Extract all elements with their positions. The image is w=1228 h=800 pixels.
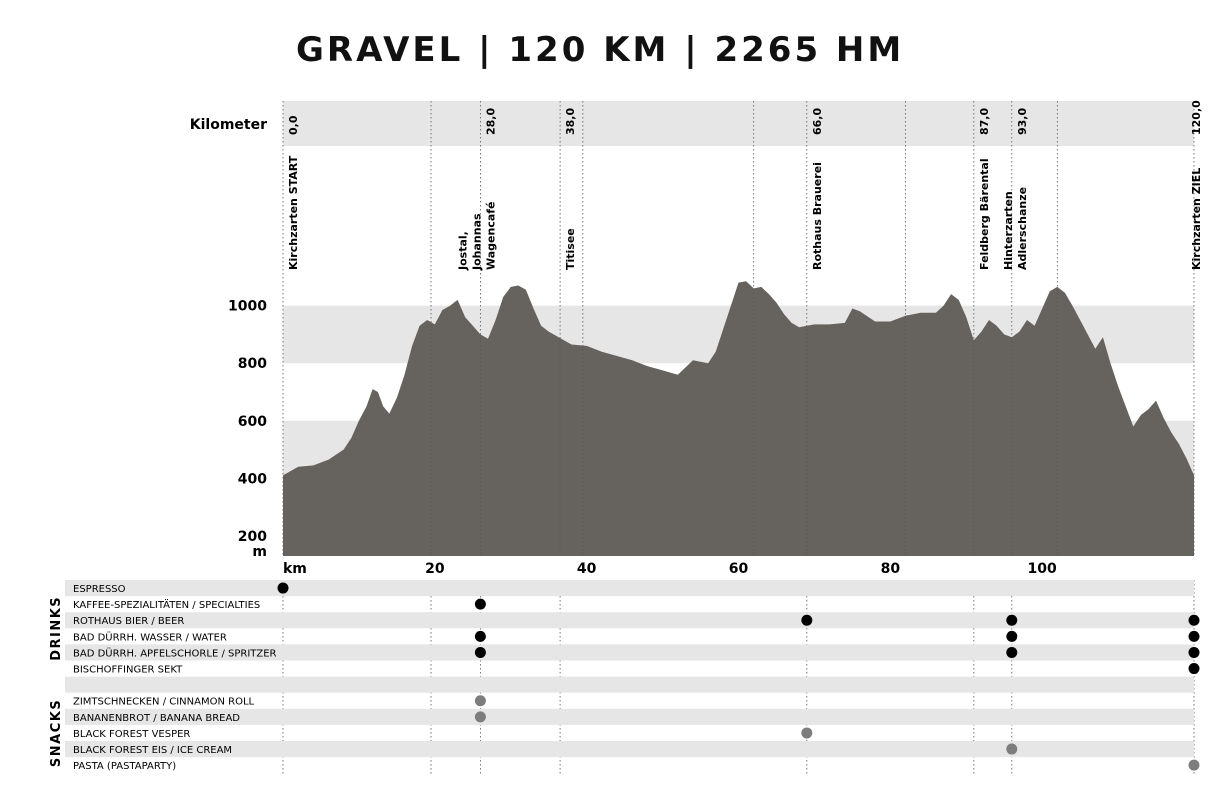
drink-stop-dot xyxy=(475,599,486,610)
drink-stop-dot xyxy=(1189,647,1200,658)
x-tick-label: 40 xyxy=(576,561,597,577)
station-km-header-band xyxy=(283,101,1194,146)
station-name-label: Rothaus Brauerei xyxy=(810,162,824,270)
station-name-label: Titisee xyxy=(564,228,578,270)
station-km-label: 93,0 xyxy=(1015,107,1029,135)
drink-stop-dot xyxy=(475,647,486,658)
snack-stop-dot xyxy=(1189,760,1200,771)
supply-item-label: ROTHAUS BIER / BEER xyxy=(73,616,185,628)
supply-row-stripe xyxy=(65,580,1194,596)
snacks-group-label: SNACKS xyxy=(49,698,64,768)
x-tick-label: 80 xyxy=(880,561,901,577)
supply-item-label: BLACK FOREST EIS / ICE CREAM xyxy=(73,745,233,756)
x-tick-label: 60 xyxy=(728,561,749,577)
station-name-label: Feldberg Bärental xyxy=(977,158,991,270)
station-km-label: 66,0 xyxy=(810,107,824,135)
y-tick-label: 600 xyxy=(237,413,267,430)
supply-item-label: BLACK FOREST VESPER xyxy=(73,728,191,740)
supply-row-stripe xyxy=(65,612,1194,628)
station-name-label: Kirchzarten START xyxy=(287,155,300,270)
drink-stop-dot xyxy=(801,615,812,626)
supply-item-label: KAFFEE-SPEZIALITÄTEN / SPECIALTIES xyxy=(73,600,261,612)
station-km-label: 120,0 xyxy=(1190,100,1203,135)
drink-stop-dot xyxy=(1189,663,1200,674)
y-tick-label: 200 xyxy=(237,528,267,545)
drink-stop-dot xyxy=(475,631,486,642)
snack-stop-dot xyxy=(801,727,812,738)
y-tick-label: 1000 xyxy=(228,298,267,315)
station-name-label: HinterzartenAdlerschanze xyxy=(1001,186,1029,270)
station-km-label: 87,0 xyxy=(977,107,991,135)
supply-item-label: ZIMTSCHNECKEN / CINNAMON ROLL xyxy=(73,696,255,708)
drink-stop-dot xyxy=(1006,615,1017,626)
y-unit-label: m xyxy=(252,543,267,560)
snack-stop-dot xyxy=(475,695,486,706)
drink-stop-dot xyxy=(1006,647,1017,658)
x-tick-label: 100 xyxy=(1027,561,1057,577)
x-unit-label: km xyxy=(283,561,307,577)
supply-table xyxy=(49,580,1200,772)
drink-stop-dot xyxy=(1189,631,1200,642)
y-tick-label: 800 xyxy=(237,356,267,373)
snack-stop-dot xyxy=(475,711,486,722)
drink-stop-dot xyxy=(1189,615,1200,626)
drink-stop-dot xyxy=(1006,631,1017,642)
station-name-label: Kirchzarten ZIEL xyxy=(1190,167,1203,270)
supply-item-label: BISCHOFFINGER SEKT xyxy=(73,664,183,676)
x-tick-label: 20 xyxy=(425,561,445,577)
station-km-label: 38,0 xyxy=(564,107,578,135)
supply-row-stripe xyxy=(65,677,1194,693)
drinks-group-label: DRINKS xyxy=(49,595,64,661)
supply-item-label: PASTA (PASTAPARTY) xyxy=(73,761,177,773)
supply-item-label: BAD DÜRRH. APFELSCHORLE / SPRITZER xyxy=(73,648,277,660)
drink-stop-dot xyxy=(278,583,289,594)
snack-stop-dot xyxy=(1006,744,1017,755)
chart-title: GRAVEL | 120 KM | 2265 HM xyxy=(296,30,905,70)
kilometer-row-label: Kilometer xyxy=(189,117,267,133)
supply-row-stripe xyxy=(65,741,1194,757)
station-km-label: 0,0 xyxy=(287,115,300,135)
supply-item-label: BANANENBROT / BANANA BREAD xyxy=(73,712,241,724)
y-tick-label: 400 xyxy=(237,471,267,488)
supply-item-label: BAD DÜRRH. WASSER / WATER xyxy=(73,632,227,644)
station-name-label: Jostal,JohannasWagencafé xyxy=(456,201,498,270)
station-km-label: 28,0 xyxy=(484,107,498,135)
supply-item-label: ESPRESSO xyxy=(73,584,126,595)
